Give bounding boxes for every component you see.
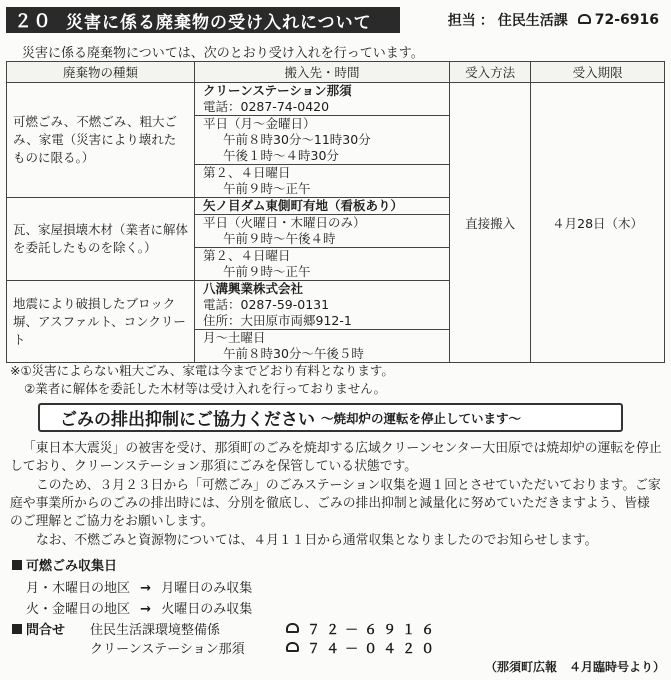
collection-title: 可燃ごみ収集日	[26, 559, 118, 574]
destination-name: 矢ノ目ダム東側町有地（看板あり）	[203, 198, 404, 213]
collection-day: 月曜日のみ収集	[161, 581, 253, 596]
inquiry-entry	[90, 619, 220, 638]
collection-heading	[12, 555, 117, 574]
destination-name: 八溝興業株式会社	[203, 281, 304, 296]
waste-type: 瓦、家屋損壊木材（業者に解体を委託したものを除く。）	[7, 198, 195, 281]
department-name: 住民生活課	[497, 13, 568, 29]
source-credit: （那須町広報 ４月臨時号より）	[484, 660, 665, 674]
department-phone: 72-6916	[594, 12, 659, 28]
inquiry-phone: ７２－６９１６	[307, 623, 441, 638]
destination-phone: 電話：0287-59-0131	[203, 297, 330, 312]
col-header-method: 受入方法	[450, 62, 531, 83]
schedule-day: 第２、４日曜日	[195, 164, 449, 181]
banner-title: ごみの排出抑制にご協力ください	[60, 410, 315, 430]
phone-icon	[286, 642, 299, 652]
destination-name: クリーンステーション那須	[203, 83, 352, 98]
inquiry-phone-wrap	[286, 619, 440, 638]
banner-subtitle: ～焼却炉の運転を停止しています～	[321, 410, 522, 426]
inquiry-label: 問合せ	[26, 623, 66, 638]
destination-cell	[195, 83, 450, 198]
arrow-right-icon: →	[140, 602, 152, 617]
schedule-time: 午後１時～４時30分	[223, 148, 339, 163]
square-bullet-icon	[12, 624, 22, 634]
destination-phone: 電話：0287-74-0420	[203, 99, 330, 114]
square-bullet-icon	[12, 560, 22, 570]
col-header-period: 受入期限	[531, 62, 665, 83]
article-title: 災害に係る廃棄物の受け入れについて	[66, 12, 372, 33]
inquiry-entry	[90, 638, 245, 657]
schedule-time: 午前９時～正午	[223, 181, 311, 196]
destination-address: 住所：大田原市両郷912-1	[203, 313, 352, 328]
collection-area: 火・金曜日の地区	[26, 602, 131, 617]
acceptance-period: ４月28日（木）	[531, 83, 665, 363]
paragraph-1: 「東日本大震災」の被害を受け、那須町のごみを焼却する広域クリーンセンター大田原では焼却炉の運転を停止しており、クリーンステーション那須にごみを保管している状態です。	[10, 441, 662, 474]
schedule-day: 月～土曜日	[195, 329, 449, 346]
schedule-day: 平日（火曜日・木曜日のみ）	[195, 214, 449, 231]
schedule-time: 午前９時～正午	[223, 264, 311, 279]
schedule-day: 第２、４日曜日	[195, 247, 449, 264]
inquiry-name: 住民生活課環境整備係	[90, 623, 221, 638]
contact-label: 担当	[447, 13, 476, 29]
header-title-box	[6, 7, 400, 33]
inquiry-heading	[12, 619, 65, 638]
acceptance-table	[6, 61, 665, 363]
phone-icon	[578, 14, 591, 24]
collection-row	[26, 598, 252, 617]
article-header	[6, 7, 665, 33]
schedule-time: 午前８時30分～午後５時	[223, 346, 364, 361]
collection-row	[26, 577, 252, 596]
paragraph-2: このため、３月２３日から「可燃ごみ」のごみステーション収集を週１回とさせていただいております。ご家庭や事業所からのごみの排出時には、分別を徹底し、ごみの排出抑制と減量化に努めていただきますよう、皆様のご理解とご協力をお願いします。	[10, 478, 661, 529]
inquiry-phone-wrap	[286, 638, 440, 657]
collection-area: 月・木曜日の地区	[26, 581, 131, 596]
collection-day: 火曜日のみ収集	[161, 602, 253, 617]
col-header-destination: 搬入先・時間	[195, 62, 450, 83]
schedule-time: 午前８時30分～11時30分	[223, 132, 371, 147]
table-notes	[10, 362, 394, 398]
destination-cell	[195, 281, 450, 363]
notice-banner	[38, 403, 623, 432]
note-1: ※①災害によらない粗大ごみ、家電は今までどおり有料となります。	[10, 363, 394, 378]
contact-separator: ：	[479, 13, 494, 29]
col-header-type: 廃棄物の種類	[7, 62, 195, 83]
waste-type: 地震により破損したブロック塀、アスファルト、コンクリート	[7, 281, 195, 363]
inquiry-name: クリーンステーション那須	[90, 642, 245, 657]
paragraph-3: なお、不燃ごみと資源物については、４月１１日から通常収集となりましたのでお知らせします。	[36, 533, 598, 548]
inquiry-phone: ７４－０４２０	[307, 642, 441, 657]
arrow-right-icon: →	[140, 581, 152, 596]
schedule-time: 午前９時～午後４時	[223, 231, 336, 246]
table-row	[7, 83, 665, 198]
phone-icon	[286, 623, 299, 633]
waste-type: 可燃ごみ、不燃ごみ、粗大ごみ、家電（災害により壊れたものに限る。）	[7, 83, 195, 198]
header-contact	[400, 10, 665, 30]
intro-text: 災害に係る廃棄物については、次のとおり受け入れを行っています。	[22, 46, 424, 61]
article-number: ２０	[14, 11, 52, 32]
acceptance-method: 直接搬入	[450, 83, 531, 363]
schedule-day: 平日（月～金曜日）	[195, 115, 449, 132]
note-2: ②業者に解体を委託した木材等は受け入れを行っておりません。	[24, 381, 386, 396]
destination-cell	[195, 198, 450, 281]
table-header-row	[7, 62, 665, 83]
